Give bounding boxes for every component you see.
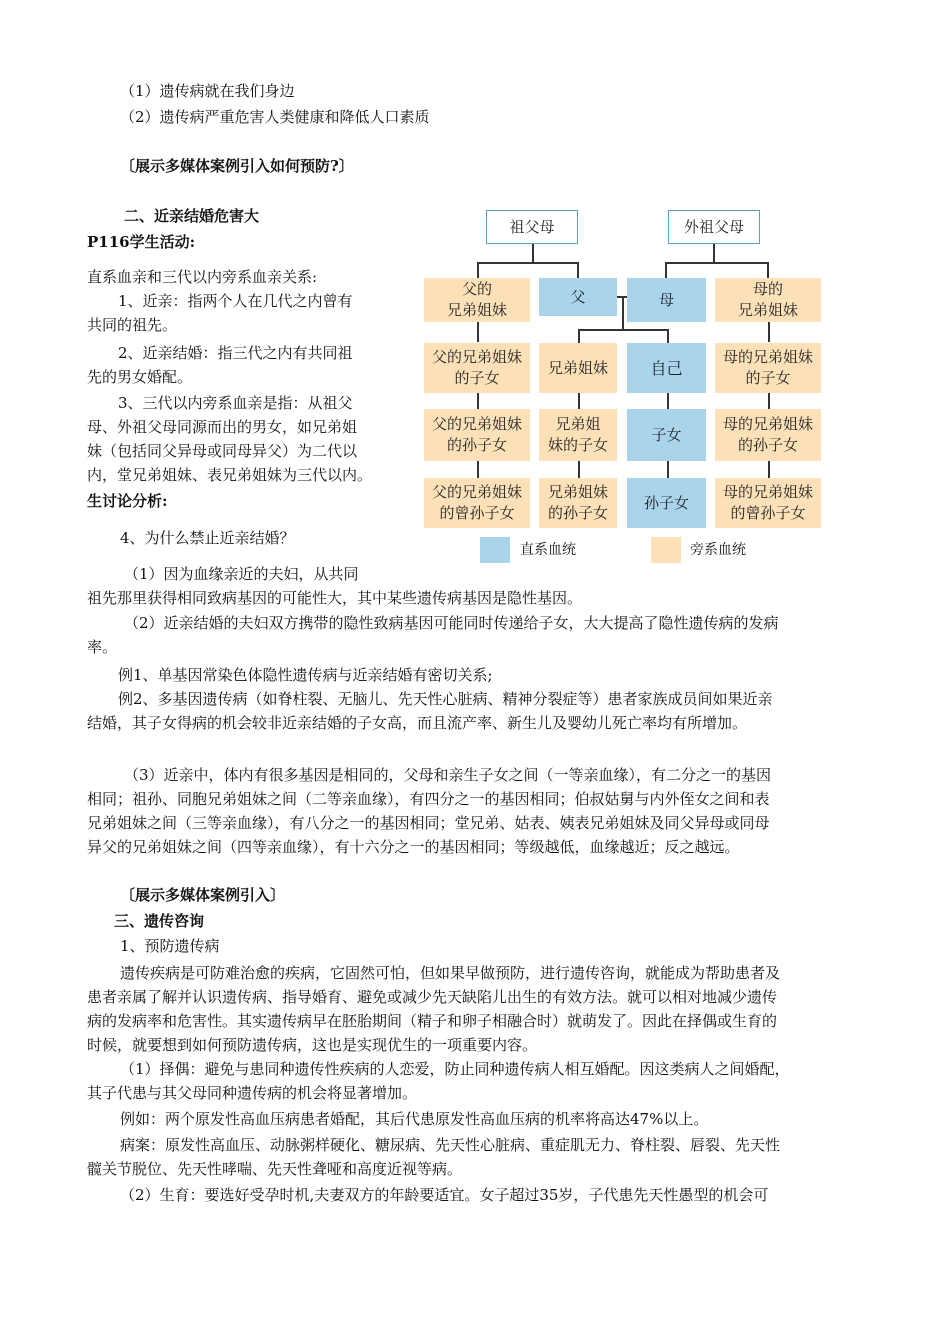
node-mother-siblings-grandchildren: 母的兄弟姐妹 的孙子女: [715, 409, 821, 461]
para1-line3: 病的发病率和危害性。其实遗传病早在胚胎期间（精子和卵子相融合时）就萌发了。因此在择偶或生育的: [87, 1012, 778, 1030]
def1-line2: 共同的祖先。: [87, 316, 178, 334]
node-father: 父: [539, 278, 617, 316]
node-mother-siblings-great-grandchildren: 母的兄弟姐妹 的曾孙子女: [715, 478, 821, 528]
answer1-line2: 祖先那里获得相同致病基因的可能性大，其中某些遗传病基因是隐性基因。: [87, 589, 583, 607]
def2-line1: 2、近亲结婚：指三代之内有共同祖: [118, 344, 353, 362]
birth-line1: （2）生育：要选好受孕时机,夫妻双方的年龄要适宜。女子超过35岁，子代患先天性愚型的机会可: [120, 1186, 769, 1204]
mate-line1: （1）择偶：避免与患同种遗传性疾病的人恋爱，防止同种遗传病人相互婚配。因这类病人之间婚配，: [120, 1060, 790, 1078]
def3-line3: 妹（包括同父异母或同母异父）为二代以: [87, 442, 358, 460]
def3-line1: 3、三代以内旁系血亲是指：从祖父: [118, 394, 353, 412]
mate-line2: 其子代患与其父母同种遗传病的机会将显著增加。: [87, 1084, 418, 1102]
node-grandchildren: 孙子女: [627, 478, 706, 528]
para1-line2: 患者亲属了解并认识遗传病、指导婚育、避免或减少先天缺陷儿出生的有效方法。就可以相对地减少遗传: [87, 988, 778, 1006]
answer3-line1: （3）近亲中，体内有很多基因是相同的，父母和亲生子女之间（一等亲血缘），有二分之一的基因: [124, 766, 772, 784]
node-siblings-grandchildren: 兄弟姐妹 的孙子女: [539, 478, 617, 528]
node-mother-siblings: 母的 兄弟姐妹: [715, 278, 821, 322]
cases-line1: 病案：原发性高血压、动脉粥样硬化、糖尿病、先天性心脏病、重症肌无力、脊柱裂、唇裂、先天性: [120, 1136, 781, 1154]
cases-line2: 髋关节脱位、先天性哮喘、先天性聋哑和高度近视等病。: [87, 1160, 463, 1178]
node-mother: 母: [627, 278, 706, 322]
question-4: 4、为什么禁止近亲结婚？: [120, 529, 295, 547]
def3-line2: 母、外祖父母同源而出的男女，如兄弟姐: [87, 418, 358, 436]
discussion-heading: 生讨论分析:: [87, 492, 168, 510]
section2-title: 二、近亲结婚危害大: [124, 207, 260, 225]
node-father-siblings-children: 父的兄弟姐妹 的子女: [424, 343, 530, 393]
node-children: 子女: [627, 409, 706, 461]
media-note-1: 〔展示多媒体案例引入如何预防?〕: [120, 157, 354, 175]
example2-line1: 例2、多基因遗传病（如脊柱裂、无脑儿、先天性心脏病、精神分裂症等）患者家族成员间如果近亲: [118, 690, 773, 708]
node-maternal-grandparents: 外祖父母: [668, 210, 760, 244]
def1-line1: 1、近亲：指两个人在几代之内曾有: [118, 292, 353, 310]
kinship-diagram: [0, 0, 950, 600]
relation-title: 直系血亲和三代以内旁系血亲关系:: [87, 268, 318, 286]
student-activity: P116学生活动:: [87, 233, 196, 251]
section3-title: 三、遗传咨询: [114, 912, 205, 930]
node-siblings: 兄弟姐妹: [539, 343, 617, 393]
node-father-siblings-grandchildren: 父的兄弟姐妹 的孙子女: [424, 409, 530, 461]
def3-line4: 内，堂兄弟姐妹、表兄弟姐妹为三代以内。: [87, 466, 373, 484]
intro-point-2: （2）遗传病严重危害人类健康和降低人口素质: [120, 108, 430, 126]
intro-point-1: （1）遗传病就在我们身边: [120, 82, 295, 100]
answer3-line4: 异父的兄弟姐妹之间（四等亲血缘），有十六分之一的基因相同；等级越低，血缘越近；反之越远。: [87, 838, 740, 856]
media-note-2: 〔展示多媒体案例引入〕: [120, 886, 286, 904]
answer3-line3: 兄弟姐妹之间（三等亲血缘），有八分之一的基因相同；堂兄弟、姑表、姨表兄弟姐妹及同父异母或同母: [87, 814, 770, 832]
legend-direct-swatch: [480, 537, 510, 563]
example-1: 例1、单基因常染色体隐性遗传病与近亲结婚有密切关系;: [118, 666, 493, 684]
legend-direct-label: 直系血统: [520, 542, 576, 558]
para1-line4: 时候，就要想到如何预防遗传病，这也是实现优生的一项重要内容。: [87, 1036, 538, 1054]
def2-line2: 先的男女婚配。: [87, 368, 193, 386]
answer3-line2: 相同；祖孙、同胞兄弟姐妹之间（二等亲血缘），有四分之一的基因相同；伯叔姑舅与内外侄女之间和表: [87, 790, 770, 808]
legend-collateral-swatch: [651, 537, 681, 563]
answer2-line2: 率。: [87, 638, 118, 656]
example2-line2: 结婚，其子女得病的机会较非近亲结婚的子女高，而且流产率、新生儿及婴幼儿死亡率均有所增加。: [87, 714, 748, 732]
node-self: 自己: [627, 343, 706, 393]
node-father-siblings: 父的 兄弟姐妹: [424, 278, 530, 322]
node-father-siblings-great-grandchildren: 父的兄弟姐妹 的曾孙子女: [424, 478, 530, 528]
example-hypertension: 例如：两个原发性高血压病患者婚配，其后代患原发性高血压病的机率将高达47%以上。: [120, 1110, 709, 1128]
subheading-prevent: 1、预防遗传病: [120, 937, 220, 955]
legend-collateral-label: 旁系血统: [690, 542, 746, 558]
node-siblings-children: 兄弟姐 妹的子女: [539, 409, 617, 461]
para1-line1: 遗传疾病是可防难治愈的疾病，它固然可怕，但如果早做预防，进行遗传咨询，就能成为帮助患者及: [120, 964, 781, 982]
answer2-line1: （2）近亲结婚的夫妇双方携带的隐性致病基因可能同时传递给子女，大大提高了隐性遗传病的发病: [124, 614, 779, 632]
node-mother-siblings-children: 母的兄弟姐妹 的子女: [715, 343, 821, 393]
answer1-line1: （1）因为血缘亲近的夫妇，从共同: [124, 565, 359, 583]
node-grandparents: 祖父母: [486, 210, 578, 244]
